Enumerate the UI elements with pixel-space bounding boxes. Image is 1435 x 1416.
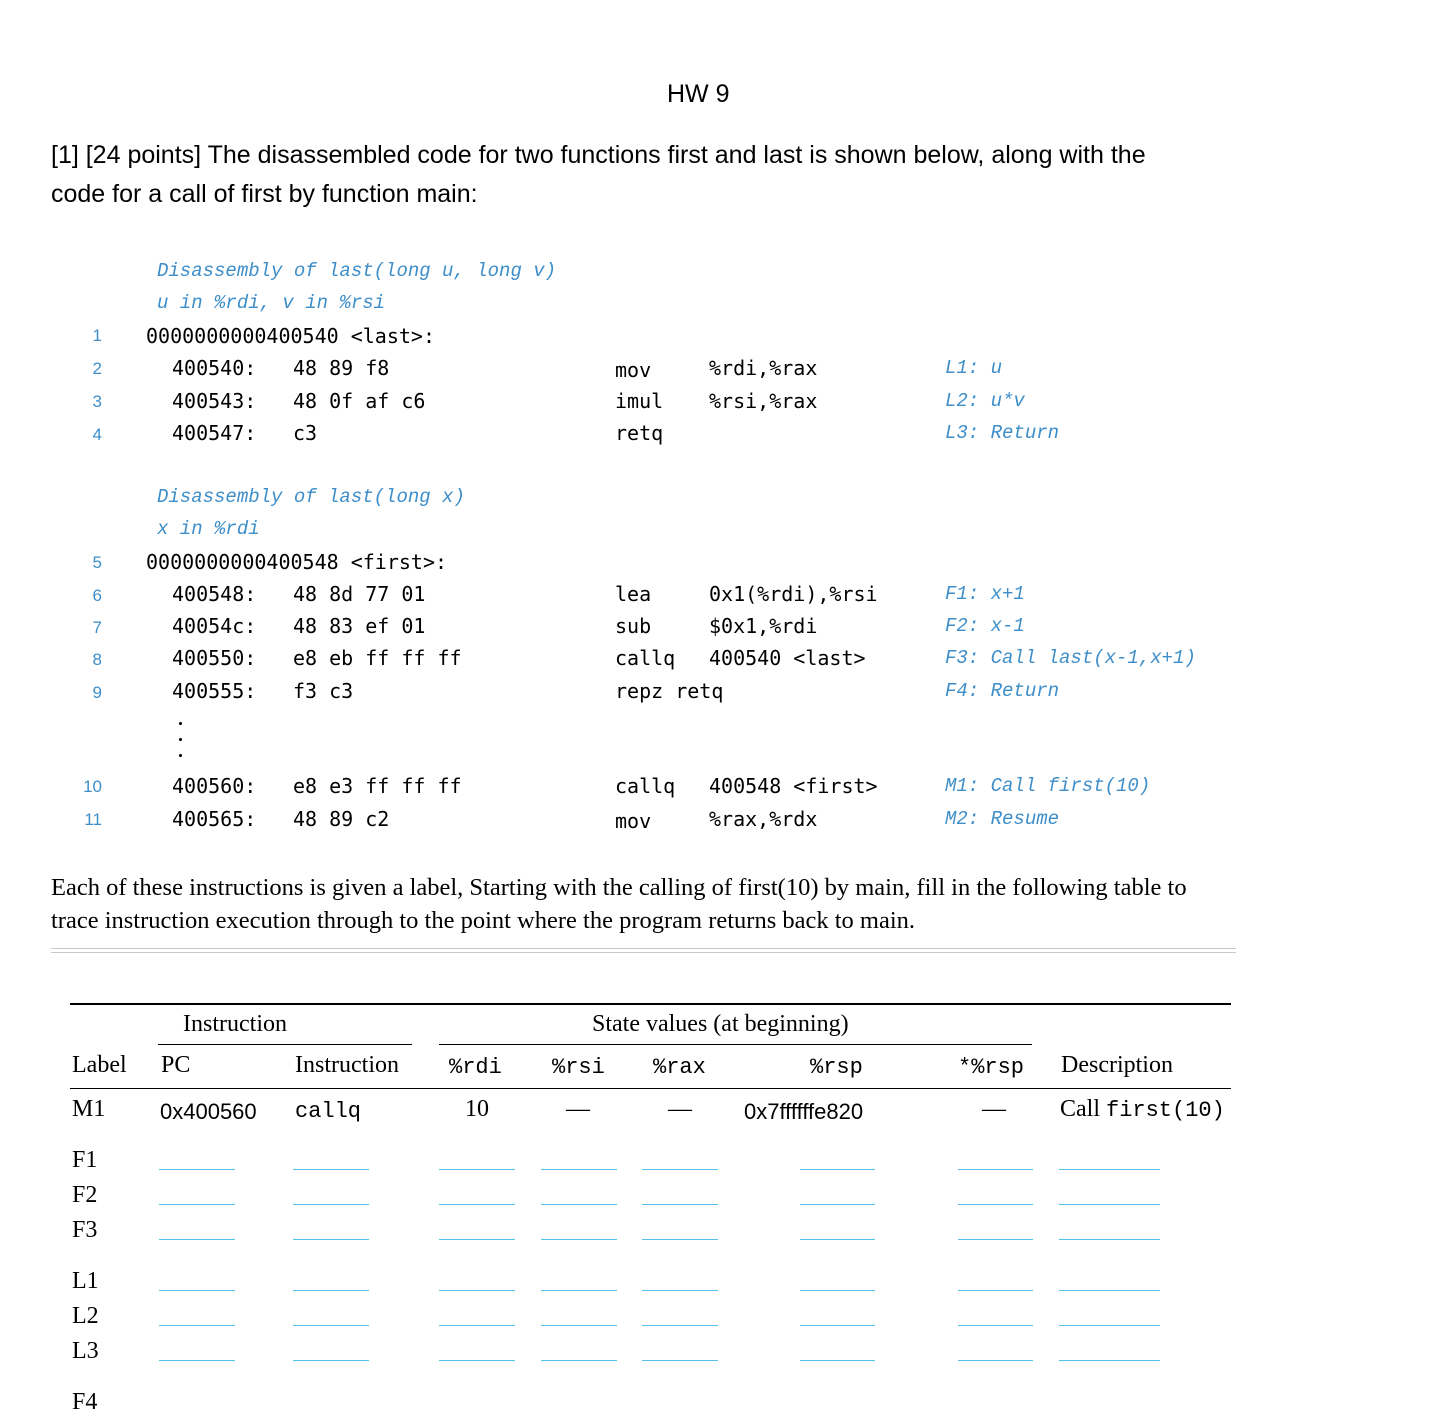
ellipsis-dot (179, 722, 182, 725)
code-address: 400565: (172, 807, 257, 831)
row-label-f2: F2 (72, 1182, 98, 1208)
function-header: 0000000000400540 <last>: (146, 324, 435, 348)
answer-blank-star-rsp[interactable] (958, 1169, 1033, 1170)
prompt-line-1: [1] [24 points] The disassembled code for two functions first and last is shown below, along with the (51, 141, 1146, 169)
row-pc: 0x400560 (160, 1099, 257, 1124)
row-instruction: callq (295, 1099, 362, 1124)
col-rsi: %rsi (552, 1055, 605, 1080)
code-opcode: mov (615, 358, 652, 382)
answer-blank-pc[interactable] (159, 1290, 235, 1291)
line-number: 5 (92, 553, 102, 572)
answer-blank-rdi[interactable] (439, 1325, 515, 1326)
group-header-state: State values (at beginning) (592, 1011, 849, 1037)
col-instruction: Instruction (295, 1052, 399, 1078)
code-opcode: callq (615, 646, 676, 670)
code-label: F1: x+1 (945, 583, 1025, 605)
row-label-f4: F4 (72, 1389, 98, 1415)
code-address: 400560: (172, 774, 257, 798)
instructions-line-1: Each of these instructions is given a label, Starting with the calling of first(10) by main, fill in the following table to (51, 874, 1187, 901)
code-address: 400543: (172, 389, 257, 413)
row-description-text: Call (1060, 1096, 1106, 1122)
line-number: 4 (92, 425, 102, 444)
answer-blank-rax[interactable] (642, 1325, 718, 1326)
answer-blank-star-rsp[interactable] (958, 1325, 1033, 1326)
answer-blank-pc[interactable] (159, 1204, 235, 1205)
code-opcode: mov (615, 809, 652, 833)
code-operands: 0x1(%rdi),%rsi (709, 582, 878, 606)
line-number: 1 (92, 326, 102, 345)
code-bytes: f3 c3 (293, 679, 354, 703)
answer-blank-description[interactable] (1059, 1204, 1160, 1205)
row-description (1060, 1096, 1225, 1123)
answer-blank-rsp[interactable] (800, 1325, 875, 1326)
code-bytes: e8 eb ff ff ff (293, 646, 462, 670)
row-rsp: 0x7ffffffe820 (744, 1099, 864, 1124)
answer-blank-star-rsp[interactable] (958, 1360, 1033, 1361)
code-comment: Disassembly of last(long x) (157, 486, 465, 508)
code-address: 400540: (172, 356, 257, 380)
line-number: 3 (92, 392, 102, 411)
answer-blank-description[interactable] (1059, 1169, 1160, 1170)
code-address: 40054c: (172, 614, 257, 638)
code-operands: 400540 <last> (709, 646, 866, 670)
col-description: Description (1061, 1052, 1173, 1078)
code-label: M2: Resume (945, 808, 1060, 830)
group-rule (158, 1044, 412, 1045)
answer-blank-rsi[interactable] (541, 1239, 617, 1240)
answer-blank-rsp[interactable] (800, 1169, 875, 1170)
ellipsis-dot (179, 738, 182, 741)
answer-blank-instruction[interactable] (293, 1239, 369, 1240)
code-address: 400555: (172, 679, 257, 703)
line-number: 10 (83, 777, 102, 796)
instructions-line-2: trace instruction execution through to the point where the program returns back to main. (51, 907, 916, 934)
answer-blank-pc[interactable] (159, 1360, 235, 1361)
answer-blank-rax[interactable] (642, 1239, 718, 1240)
answer-blank-rsi[interactable] (541, 1290, 617, 1291)
code-opcode: sub (615, 614, 652, 638)
answer-blank-rdi[interactable] (439, 1169, 515, 1170)
answer-blank-rsp[interactable] (800, 1239, 875, 1240)
answer-blank-description[interactable] (1059, 1239, 1160, 1240)
line-number: 6 (92, 586, 102, 605)
answer-blank-star-rsp[interactable] (958, 1290, 1033, 1291)
row-rsi: — (566, 1096, 590, 1122)
code-opcode: retq (615, 421, 664, 445)
answer-blank-rax[interactable] (642, 1360, 718, 1361)
row-description-code: first(10) (1106, 1098, 1225, 1123)
answer-blank-star-rsp[interactable] (958, 1239, 1033, 1240)
answer-blank-pc[interactable] (159, 1325, 235, 1326)
line-number: 8 (92, 650, 102, 669)
row-label: M1 (72, 1096, 106, 1122)
code-operands: 400548 <first> (709, 774, 878, 798)
code-operands: %rax,%rdx (709, 807, 818, 831)
code-operands: %rsi,%rax (709, 389, 818, 413)
code-address: 400548: (172, 582, 257, 606)
answer-blank-rdi[interactable] (439, 1290, 515, 1291)
code-label: L3: Return (945, 422, 1060, 444)
answer-blank-instruction[interactable] (293, 1325, 369, 1326)
table-top-rule (70, 1003, 1231, 1005)
answer-blank-rdi[interactable] (439, 1239, 515, 1240)
code-comment: x in %rdi (157, 518, 260, 540)
row-label-l2: L2 (72, 1303, 99, 1329)
answer-blank-rsi[interactable] (541, 1169, 617, 1170)
row-label-l1: L1 (72, 1268, 99, 1294)
answer-blank-description[interactable] (1059, 1290, 1160, 1291)
code-bytes: 48 8d 77 01 (293, 582, 426, 606)
answer-blank-rsp[interactable] (800, 1290, 875, 1291)
answer-blank-rsi[interactable] (541, 1204, 617, 1205)
row-rdi: 10 (465, 1096, 489, 1122)
code-label: L1: u (945, 357, 1003, 379)
code-comment: Disassembly of last(long u, long v) (157, 260, 557, 282)
code-label: M1: Call first(10) (945, 775, 1151, 797)
answer-blank-rax[interactable] (642, 1204, 718, 1205)
separator (51, 948, 1236, 953)
code-opcode: repz retq (615, 679, 724, 703)
code-opcode: imul (615, 389, 664, 413)
code-comment: u in %rdi, v in %rsi (157, 292, 386, 314)
answer-blank-pc[interactable] (159, 1239, 235, 1240)
col-label: Label (72, 1052, 127, 1078)
answer-blank-rdi[interactable] (439, 1360, 515, 1361)
row-rax: — (668, 1096, 692, 1122)
line-number: 11 (84, 810, 102, 829)
code-label: F4: Return (945, 680, 1060, 702)
answer-blank-rsp[interactable] (800, 1360, 875, 1361)
function-header: 0000000000400548 <first>: (146, 550, 448, 574)
header-rule (70, 1088, 1231, 1089)
code-label: L2: u*v (945, 390, 1025, 412)
page-title: HW 9 (667, 80, 730, 108)
code-bytes: 48 0f af c6 (293, 389, 426, 413)
col-star-rsp: *%rsp (958, 1055, 1025, 1080)
col-rax: %rax (653, 1055, 706, 1080)
row-label-l3: L3 (72, 1338, 99, 1364)
prompt-line-2: code for a call of first by function main: (51, 180, 478, 208)
ellipsis-dot (179, 754, 182, 757)
answer-blank-star-rsp[interactable] (958, 1204, 1033, 1205)
answer-blank-rsi[interactable] (541, 1325, 617, 1326)
row-star-rsp: — (982, 1096, 1006, 1122)
code-opcode: callq (615, 774, 676, 798)
answer-blank-rax[interactable] (642, 1169, 718, 1170)
answer-blank-rsi[interactable] (541, 1360, 617, 1361)
code-label: F3: Call last(x-1,x+1) (945, 647, 1196, 669)
row-label-f1: F1 (72, 1147, 98, 1173)
code-bytes: 48 89 f8 (293, 356, 390, 380)
answer-blank-rsp[interactable] (800, 1204, 875, 1205)
code-address: 400547: (172, 421, 257, 445)
line-number: 9 (92, 683, 102, 702)
code-address: 400550: (172, 646, 257, 670)
answer-blank-pc[interactable] (159, 1169, 235, 1170)
answer-blank-rax[interactable] (642, 1290, 718, 1291)
answer-blank-instruction[interactable] (293, 1290, 369, 1291)
code-bytes: 48 89 c2 (293, 807, 390, 831)
code-bytes: c3 (293, 421, 318, 445)
code-operands: %rdi,%rax (709, 356, 818, 380)
code-opcode: lea (615, 582, 652, 606)
answer-blank-instruction[interactable] (293, 1360, 369, 1361)
group-rule (439, 1044, 1032, 1045)
answer-blank-instruction[interactable] (293, 1204, 369, 1205)
code-bytes: e8 e3 ff ff ff (293, 774, 462, 798)
col-rsp: %rsp (810, 1055, 863, 1080)
answer-blank-description[interactable] (1059, 1360, 1160, 1361)
code-bytes: 48 83 ef 01 (293, 614, 426, 638)
answer-blank-instruction[interactable] (293, 1169, 369, 1170)
line-number: 2 (92, 359, 102, 378)
line-number: 7 (92, 618, 102, 637)
col-pc: PC (161, 1052, 191, 1078)
row-label-f3: F3 (72, 1217, 98, 1243)
group-header-instruction: Instruction (183, 1011, 287, 1037)
answer-blank-description[interactable] (1059, 1325, 1160, 1326)
answer-blank-rdi[interactable] (439, 1204, 515, 1205)
code-operands: $0x1,%rdi (709, 614, 818, 638)
code-label: F2: x-1 (945, 615, 1025, 637)
col-rdi: %rdi (449, 1055, 502, 1080)
